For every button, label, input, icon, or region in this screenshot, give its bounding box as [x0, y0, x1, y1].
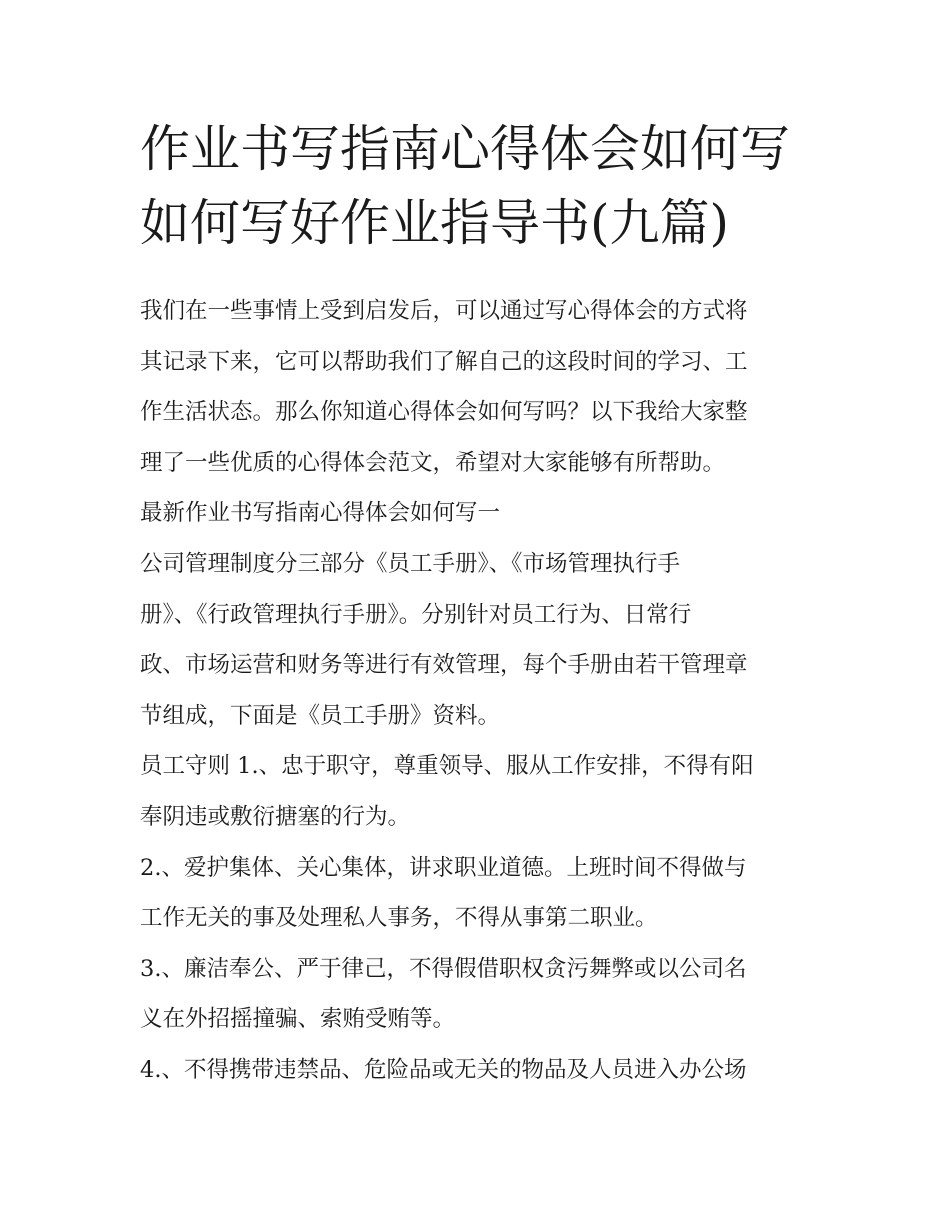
text-line: 3.、廉洁奉公、严于律己，不得假借职权贪污舞弊或以公司名 — [140, 955, 747, 982]
text-line: 政、市场运营和财务等进行有效管理，每个手册由若干管理章 — [140, 652, 748, 679]
document-title — [140, 112, 815, 260]
section-heading — [140, 488, 815, 539]
intro-paragraph — [140, 286, 815, 488]
text-line: 其记录下来，它可以帮助我们了解自己的这段时间的学习、工 — [140, 348, 748, 375]
text-line: 工作无关的事及处理私人事务，不得从事第二职业。 — [140, 905, 658, 932]
text-line: 奉阴违或敷衍搪塞的行为。 — [140, 803, 411, 830]
document-body — [140, 112, 815, 1096]
text-line: 公司管理制度分三部分《员工手册》、《市场管理执行手 — [140, 550, 681, 577]
text-line: 4.、不得携带违禁品、危险品或无关的物品及人员进入办公场 — [140, 1056, 747, 1083]
title-line: 作业书写指南心得体会如何写 — [140, 120, 790, 178]
rule-paragraph — [140, 741, 815, 842]
text-line: 我们在一些事情上受到启发后，可以通过写心得体会的方式将 — [140, 298, 748, 324]
title-line: 如何写好作业指导书(九篇) — [140, 194, 730, 252]
rule-paragraph — [140, 944, 815, 1045]
text-line: 员工守则 1.、忠于职守，尊重领导、服从工作安排，不得有阳 — [140, 753, 754, 780]
text-line: 册》、《行政管理执行手册》。分别针对员工行为、日常行 — [140, 601, 692, 628]
text-line: 作生活状态。那么你知道心得体会如何写吗？以下我给大家整 — [140, 399, 748, 426]
text-line: 2.、爱护集体、关心集体，讲求职业道德。上班时间不得做与 — [140, 854, 747, 881]
text-line: 义在外招摇撞骗、索贿受贿等。 — [140, 1006, 456, 1033]
text-line: 最新作业书写指南心得体会如何写一 — [140, 500, 501, 527]
rule-paragraph — [140, 843, 815, 944]
text-line: 理了一些优质的心得体会范文，希望对大家能够有所帮助。 — [140, 449, 726, 476]
rule-paragraph — [140, 1045, 815, 1096]
body-paragraph — [140, 539, 815, 741]
text-line: 节组成，下面是《员工手册》资料。 — [140, 702, 501, 729]
